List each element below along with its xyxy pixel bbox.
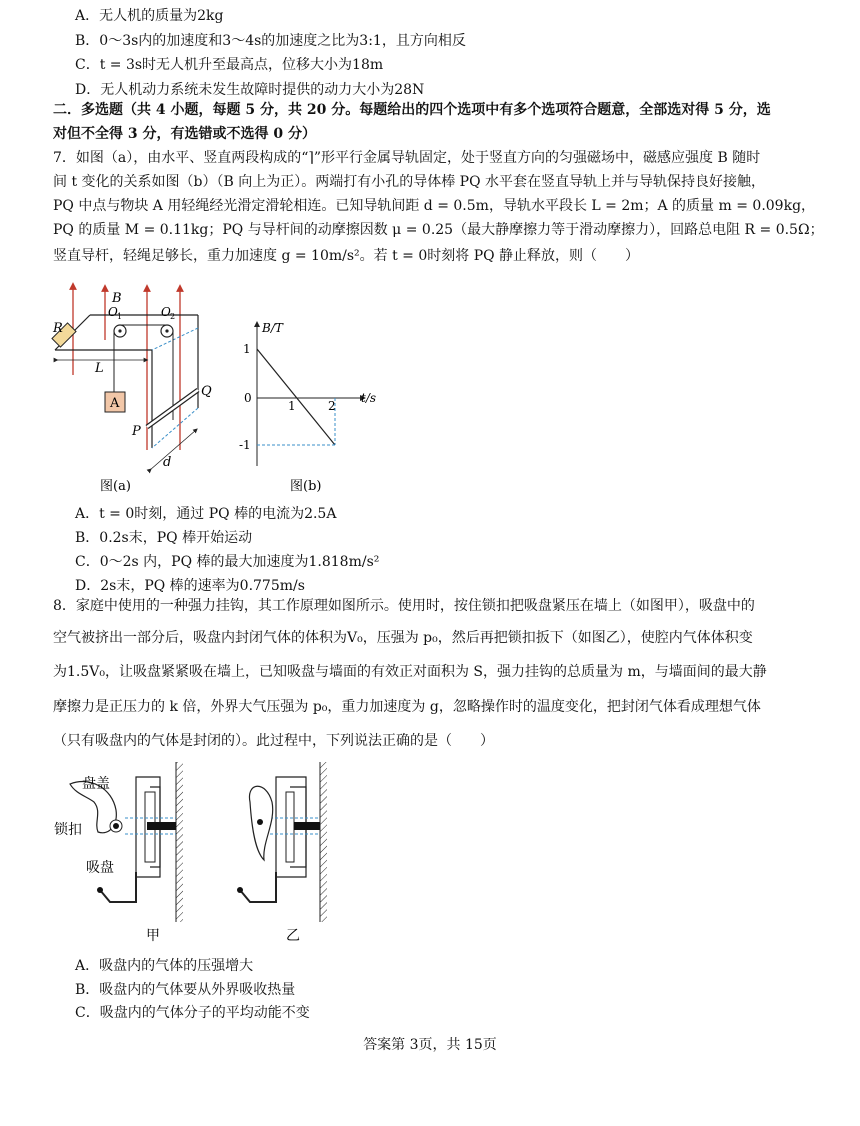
wall-jia (176, 762, 183, 922)
prev-option-d: D．无人机动力系统未发生故障时提供的动力大小为28N (75, 82, 425, 98)
figure-hook (50, 762, 350, 952)
q7-option-c: C．0～2s 内，PQ 棒的最大加速度为1.818m/s² (75, 554, 380, 570)
caption-jia: 甲 (146, 928, 160, 944)
y-axis-label: B/T (262, 321, 283, 335)
page-footer: 答案第 3页，共 15页 (363, 1037, 497, 1053)
tick-y-1: 1 (243, 342, 251, 356)
figure-b-chart (235, 318, 385, 503)
q8-option-b: B．吸盘内的气体要从外界吸收热量 (75, 982, 296, 998)
label-cover: 盘盖 (82, 776, 110, 792)
section-heading-line2: 对但不全得 3 分，有选错或不选得 0 分） (53, 126, 316, 142)
figure-a (50, 280, 240, 500)
q8-option-c: C．吸盘内的气体分子的平均动能不变 (75, 1005, 310, 1021)
label-R: R (53, 321, 63, 336)
x-axis-label: t/s (361, 391, 377, 405)
q8-text-line5: （只有吸盘内的气体是封闭的）。此过程中，下列说法正确的是（ ） (53, 733, 494, 749)
q7-text-line2: 间 t 变化的关系如图（b）（B 向上为正）。两端打有小孔的导体棒 PQ 水平套在竖直导轨上并与导轨保持良好接触， (53, 174, 766, 190)
label-O2-sub: 2 (170, 312, 176, 321)
caption-yi: 乙 (286, 928, 300, 944)
q7-text-line1: 7．如图（a），由水平、竖直两段构成的“⌉”形平行金属导轨固定，处于竖直方向的匀强磁场中，磁感应强度 B 随时 (53, 150, 761, 166)
tick-y-neg1: -1 (239, 438, 251, 452)
fig-b-caption: 图(b) (290, 479, 322, 494)
prev-option-b: B．0～3s内的加速度和3～4s的加速度之比为3:1，且方向相反 (75, 33, 466, 49)
label-Q: Q (201, 384, 212, 399)
q8-text-line1: 8．家庭中使用的一种强力挂钩，其工作原理如图所示。使用时，按住锁扣把吸盘紧压在墙上（如图甲），吸盘中的 (53, 598, 755, 614)
prev-option-c: C．t = 3s时无人机升至最高点，位移大小为18m (75, 57, 384, 73)
label-lock: 锁扣 (54, 822, 82, 838)
label-B: B (112, 291, 122, 306)
q7-text-line4: PQ 的质量 M = 0.11kg；PQ 与导杆间的动摩擦因数 μ = 0.25（最大静摩擦力等于滑动摩擦力），回路总电阻 R = 0.5Ω； (53, 222, 824, 238)
label-A: A (110, 396, 120, 411)
label-O1: O (108, 305, 118, 319)
b-t-line (257, 349, 335, 445)
label-O1-sub: 1 (117, 312, 123, 321)
label-O2: O (161, 305, 171, 319)
q8-text-line3: 为1.5V₀，让吸盘紧紧吸在墙上，已知吸盘与墙面的有效正对面积为 S，强力挂钩的总质量为 m，与墙面间的最大静 (53, 664, 767, 680)
q7-option-b: B．0.2s末，PQ 棒开始运动 (75, 530, 253, 546)
label-L: L (95, 361, 104, 376)
prev-option-a: A．无人机的质量为2kg (75, 8, 224, 24)
label-d: d (163, 455, 172, 470)
q7-text-line3: PQ 中点与物块 A 用轻绳经光滑定滑轮相连。已知导轨间距 d = 0.5m，导轨水平段长 L = 2m；A 的质量 m = 0.09kg， (53, 198, 816, 214)
q7-text-line5: 竖直导杆，轻绳足够长，重力加速度 g = 10m/s²。若 t = 0时刻将 PQ 静止释放，则（ ） (53, 248, 640, 264)
label-P: P (132, 424, 141, 439)
q8-text-line4: 摩擦力是正压力的 k 倍，外界大气压强为 p₀，重力加速度为 g，忽略操作时的温度变化，把封闭气体看成理想气体 (53, 699, 761, 715)
q8-option-a: A．吸盘内的气体的压强增大 (75, 958, 254, 974)
q7-option-d: D．2s末，PQ 棒的速率为0.775m/s (75, 578, 305, 594)
fig-a-caption: 图(a) (100, 479, 131, 494)
wall-yi (320, 762, 327, 922)
tick-x-2: 2 (328, 399, 336, 413)
tick-x-1: 1 (288, 399, 296, 413)
label-cup: 吸盘 (86, 860, 114, 876)
tick-origin: 0 (244, 391, 252, 405)
q7-option-a: A．t = 0时刻，通过 PQ 棒的电流为2.5A (75, 506, 337, 522)
q8-text-line2: 空气被挤出一部分后，吸盘内封闭气体的体积为V₀，压强为 p₀，然后再把锁扣扳下（如图乙），使腔内气体体积变 (53, 630, 753, 646)
section-heading-line1: 二．多选题（共 4 小题，每题 5 分，共 20 分。每题给出的四个选项中有多个选项符合题意，全部选对得 5 分，选 (53, 102, 771, 118)
